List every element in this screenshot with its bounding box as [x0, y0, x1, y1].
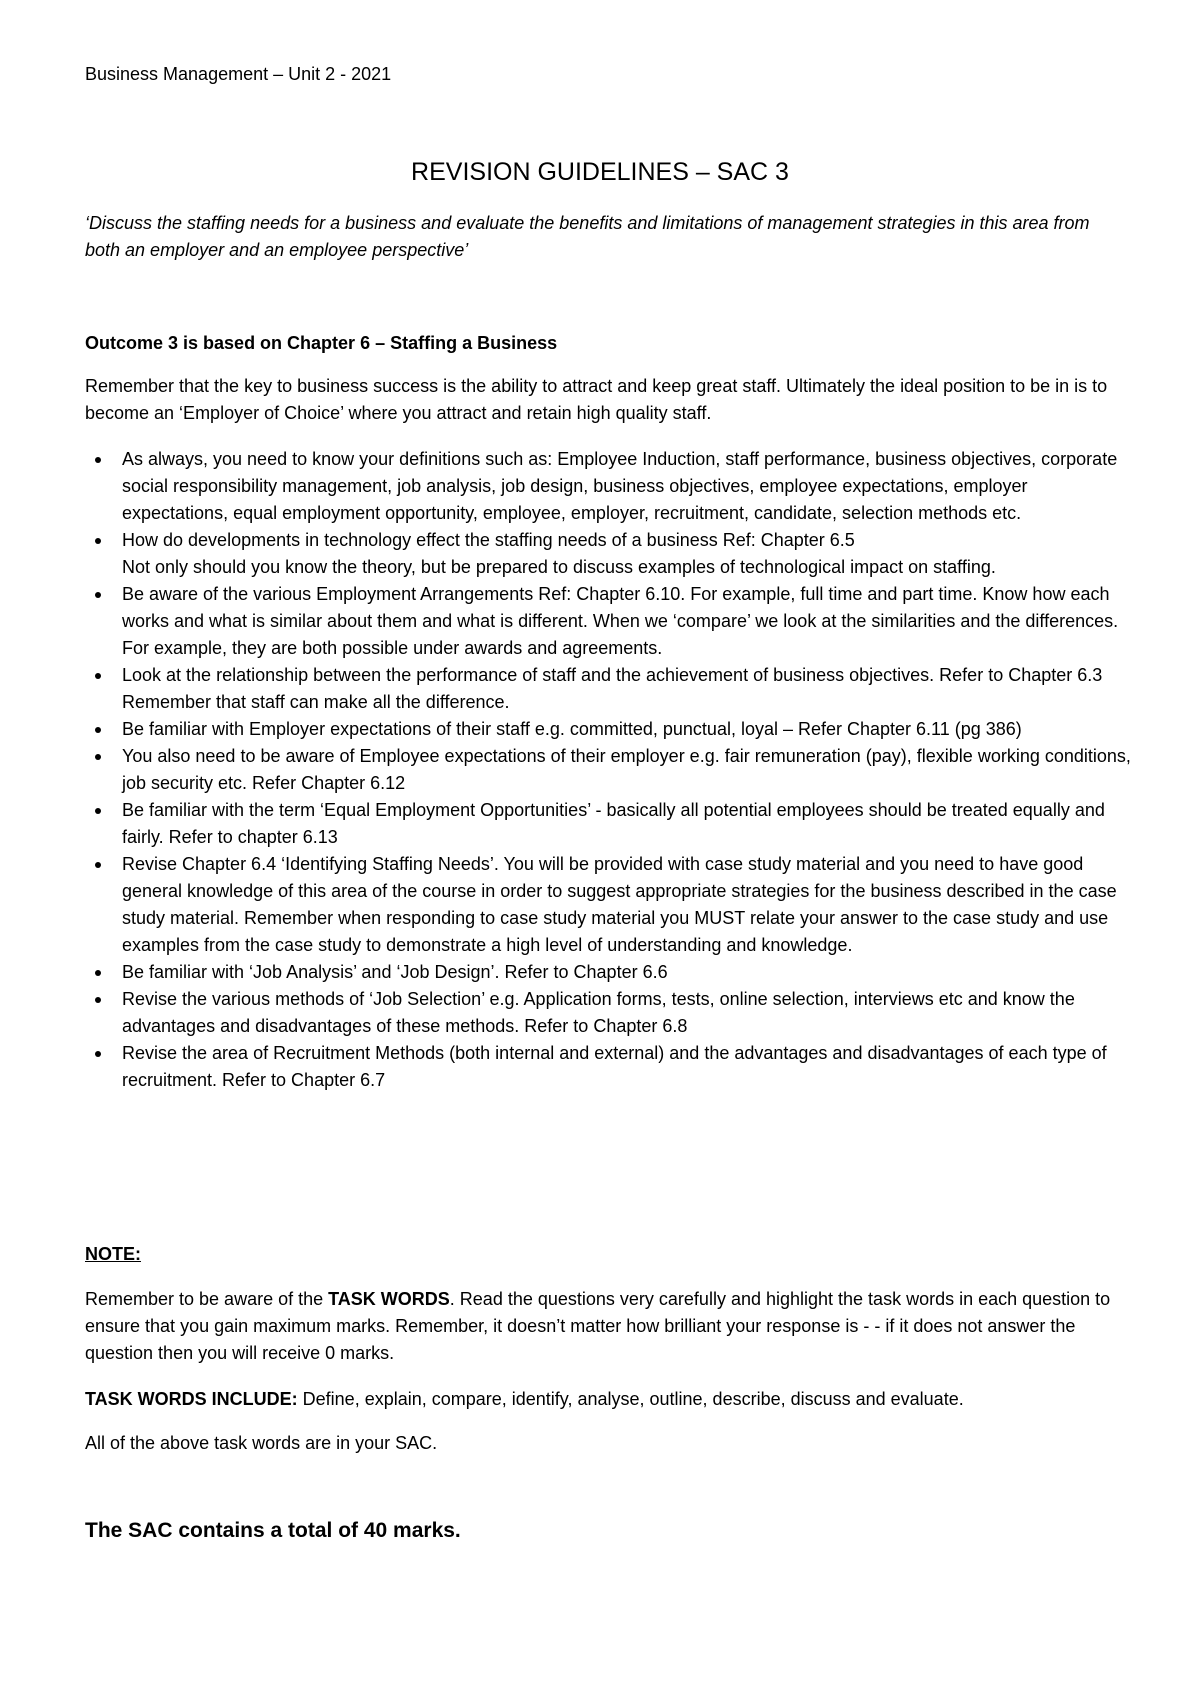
bullet-item — [85, 959, 1135, 986]
bullet-item — [85, 716, 1135, 743]
revision-bullet-list — [85, 446, 1135, 1094]
intro-paragraph: Remember that the key to business success is the ability to attract and keep great staff. Ultimately the ideal position to be in is to become an ‘Employer of Choice’ where you attract and retain high quality staff. — [85, 376, 1108, 423]
bullet-text: How do developments in technology effect the staffing needs of a business Ref: Chapter 6.5 — [122, 530, 855, 550]
bullet-text: You also need to be aware of Employee expectations of their employer e.g. fair remuneration (pay), flexible working conditions, job security etc. Refer Chapter 6.12 — [122, 746, 1131, 793]
bullet-icon — [95, 727, 101, 733]
bullet-item — [85, 581, 1135, 662]
bullet-item — [85, 743, 1135, 797]
bullet-item — [85, 797, 1135, 851]
bullet-icon — [95, 808, 101, 814]
note-task-words-emphasis: TASK WORDS — [328, 1289, 450, 1309]
page-title: REVISION GUIDELINES – SAC 3 — [411, 158, 789, 186]
bullet-item — [85, 986, 1135, 1040]
bullet-icon — [95, 970, 101, 976]
bullet-item — [85, 851, 1135, 959]
bullet-continuation: Not only should you know the theory, but be prepared to discuss examples of technological impact on staffing. — [122, 557, 996, 577]
page-header: Business Management – Unit 2 - 2021 — [85, 64, 392, 84]
outcome-heading: Outcome 3 is based on Chapter 6 – Staffing a Business — [85, 333, 558, 353]
bullet-text: Revise the various methods of ‘Job Selection’ e.g. Application forms, tests, online selection, interviews etc and know the advantages and disadvantages of these methods. Refer to Chapter 6.8 — [122, 989, 1075, 1036]
bullet-item — [85, 1040, 1135, 1094]
all-above-note: All of the above task words are in your SAC. — [85, 1433, 438, 1453]
bullet-icon — [95, 754, 101, 760]
bullet-icon — [95, 592, 101, 598]
note-text-after: . Read the questions very carefully and highlight the task words in each question to ensure that you gain maximum marks. Remember, it doesn’t matter how brilliant your response is - - if it does not answer the question then you will receive 0 marks. — [85, 1289, 1111, 1363]
task-words-paragraph — [85, 1386, 1125, 1413]
note-label: NOTE: — [85, 1244, 141, 1264]
note-text-before: Remember to be aware of the — [85, 1289, 329, 1309]
total-marks: The SAC contains a total of 40 marks. — [85, 1519, 461, 1542]
bullet-item — [85, 662, 1135, 716]
task-words-list: Define, explain, compare, identify, analyse, outline, describe, discuss and evaluate. — [297, 1389, 964, 1409]
bullet-text: Be familiar with the term ‘Equal Employment Opportunities’ - basically all potential employees should be treated equally and fairly. Refer to chapter 6.13 — [122, 800, 1105, 847]
bullet-icon — [95, 673, 101, 679]
bullet-text: Look at the relationship between the performance of staff and the achievement of business objectives. Refer to Chapter 6.3 Remember that staff can make all the difference. — [122, 665, 1103, 712]
bullet-text: Revise Chapter 6.4 ‘Identifying Staffing Needs’. You will be provided with case study material and you need to have good general knowledge of this area of the course in order to suggest appropriate strategies for the business described in the case study material. Remember when responding to case study material you MUST relate your answer to the case study and use examples from the case study to demonstrate a high level of understanding and knowledge. — [122, 854, 1117, 955]
bullet-item — [85, 527, 1135, 581]
bullet-icon — [95, 538, 101, 544]
bullet-text: Be familiar with ‘Job Analysis’ and ‘Job Design’. Refer to Chapter 6.6 — [122, 962, 668, 982]
bullet-icon — [95, 997, 101, 1003]
bullet-icon — [95, 1051, 101, 1057]
bullet-text: Revise the area of Recruitment Methods (both internal and external) and the advantages and disadvantages of each type of recruitment. Refer to Chapter 6.7 — [122, 1043, 1107, 1090]
bullet-text: Be aware of the various Employment Arrangements Ref: Chapter 6.10. For example, full time and part time. Know how each works and what is similar about them and what is different. When we ‘compare’ we look at the similarities and the differences. For example, they are both possible under awards and agreements. — [122, 584, 1119, 658]
sac-prompt: ‘Discuss the staffing needs for a business and evaluate the benefits and limitations of management strategies in this area from both an employer and an employee perspective’ — [85, 213, 1090, 260]
task-words-label: TASK WORDS INCLUDE: — [85, 1389, 298, 1409]
bullet-icon — [95, 457, 101, 463]
note-paragraph — [85, 1286, 1125, 1367]
bullet-text: Be familiar with Employer expectations of their staff e.g. committed, punctual, loyal – Refer Chapter 6.11 (pg 386) — [122, 719, 1022, 739]
bullet-icon — [95, 862, 101, 868]
bullet-item — [85, 446, 1135, 527]
bullet-text: As always, you need to know your definitions such as: Employee Induction, staff performance, business objectives, corporate social responsibility management, job analysis, job design, business objectives, employee expectations, employer expectations, equal employment opportunity, employee, employer, recruitment, candidate, selection methods etc. — [122, 449, 1118, 523]
